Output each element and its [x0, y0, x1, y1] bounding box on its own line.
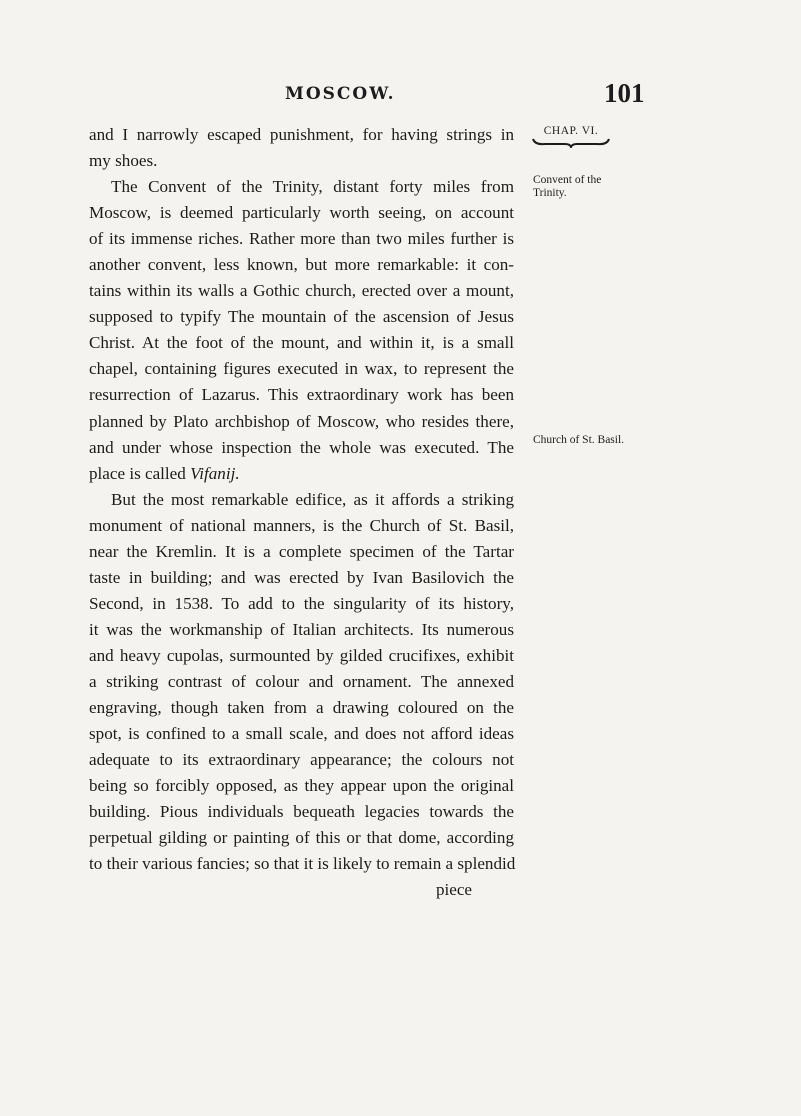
text-line: of its immense riches. Rather more than two miles further is [89, 229, 514, 249]
text-line: Second, in 1538. To add to the singularity of its history, [89, 593, 514, 613]
text-line: adequate to its extraordinary appearance; the colours not [89, 750, 514, 770]
text-line: and heavy cupolas, surmounted by gilded crucifixes, exhibit [89, 645, 514, 665]
chapter-label: CHAP. VI. [543, 125, 599, 137]
catchword: piece [435, 880, 472, 900]
text-line: The Convent of the Trinity, distant forty miles from [111, 177, 514, 197]
text-line: it was the workmanship of Italian architects. Its numerous [89, 619, 514, 639]
text-line: planned by Plato archbishop of Moscow, who resides there, [89, 411, 514, 431]
text-line: resurrection of Lazarus. This extraordinary work has been [89, 385, 514, 405]
text-line: to their various fancies; so that it is likely to remain a splendid [89, 854, 516, 874]
text-line: a striking contrast of colour and ornament. The annexed [89, 671, 514, 691]
text-line: another convent, less known, but more remarkable: it con- [89, 255, 514, 275]
text-line: monument of national manners, is the Church of St. Basil, [89, 515, 514, 535]
text-line-with-italic [89, 461, 514, 487]
text-line: and under whose inspection the whole was executed. The [89, 437, 514, 457]
text-line: taste in building; and was erected by Ivan Basilovich the [89, 567, 514, 587]
text-line: But the most remarkable edifice, as it affords a striking [111, 489, 514, 509]
page-number: 101 [604, 78, 645, 108]
brace-ornament-icon [531, 138, 611, 148]
text-line: being so forcibly opposed, as they appear upon the original [89, 776, 514, 796]
margin-note-convent: Convent of the Trinity. [533, 174, 602, 199]
text-line-start: place is called [89, 463, 191, 483]
text-line: near the Kremlin. It is a complete specimen of the Tartar [89, 541, 514, 561]
text-line: building. Pious individuals bequeath legacies towards the [89, 802, 514, 822]
text-line: my shoes. [89, 151, 158, 171]
text-line: supposed to typify The mountain of the ascension of Jesus [89, 307, 514, 327]
text-line: Christ. At the foot of the mount, and within it, is a small [89, 333, 514, 353]
text-line: engraving, though taken from a drawing coloured on the [89, 698, 514, 718]
chapter-mark [528, 125, 614, 148]
text-line: tains within its walls a Gothic church, erected over a mount, [89, 281, 514, 301]
text-line: perpetual gilding or painting of this or that dome, according [89, 828, 514, 848]
text-line: spot, is confined to a small scale, and does not afford ideas [89, 724, 514, 744]
text-line: Moscow, is deemed particularly worth seeing, on account [89, 203, 514, 223]
text-line: chapel, containing figures executed in wax, to represent the [89, 359, 514, 379]
body-text [89, 122, 514, 903]
text-line: and I narrowly escaped punishment, for having strings in [89, 125, 514, 144]
margin-note-church: Church of St. Basil. [533, 434, 625, 446]
italic-place-name: Vifanij. [190, 463, 240, 483]
running-title: MOSCOW. [285, 84, 396, 104]
